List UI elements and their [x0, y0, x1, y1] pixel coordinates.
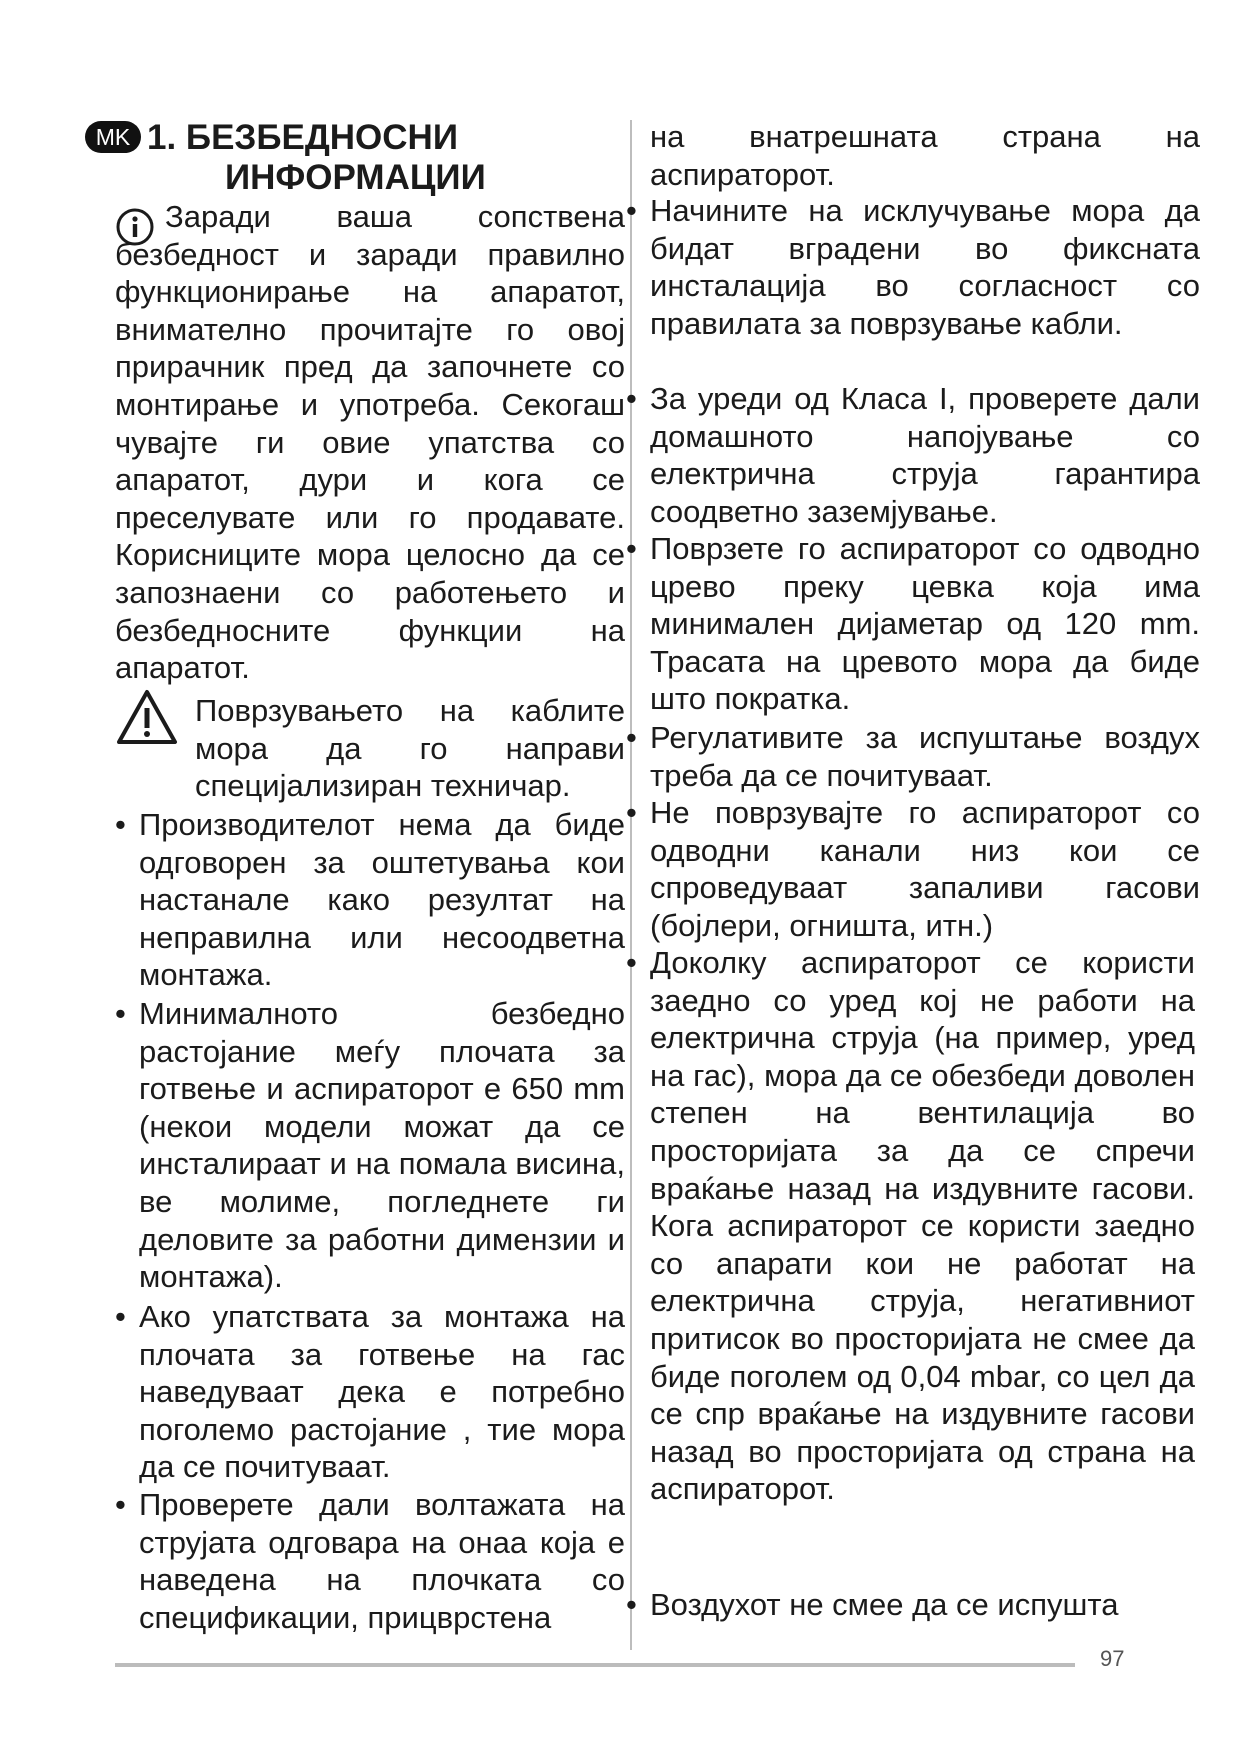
title-line-2: ИНФОРМАЦИИ — [225, 158, 486, 197]
title-line-1: 1. БЕЗБЕДНОСНИ — [147, 118, 458, 157]
list-item: • За уреди од Класа I, проверете дали домашното напојување со електрична струја гарантира соодветно заземјување. — [626, 381, 1200, 529]
warning-text: Поврзувањето на каблите мора да го направи специјализиран техничар. — [195, 693, 625, 804]
list-item: • Проверете дали волтажата на струјата одговара на онаа која е наведена на плочката со спецификации, прицврстена — [115, 1487, 625, 1635]
column-divider — [630, 120, 632, 1650]
continuation-text: на внатрешната страна на аспираторот. — [650, 119, 1200, 192]
section-title — [85, 118, 486, 198]
list-item: • Не поврзувајте го аспираторот со одводни канали низ кои се спроведуваат запаливи гасови (бојлери, огништа, итн.) — [626, 795, 1200, 943]
list-item: • Воздухот не смее да се испушта — [626, 1587, 1119, 1622]
intro-paragraph — [115, 198, 625, 687]
intro-text: Заради ваша сопствена безбедност и заради правилно функционирање на апаратот, внимателно прочитајте го овој прирачник пред да започнете со монтирање и употреба. Секогаш чувајте ги овие упатства со апаратот, дури и кога се преселувате или го продавате. Корисниците мора целосно да се запознаени со работењето и безбедносните функции на апаратот. — [115, 199, 625, 686]
warning-triangle-icon — [115, 688, 179, 746]
list-item: • Минималното безбедно растојание меѓу плочата за готвење и аспираторот е 650 mm (некои модели можат да се инсталираат и на помала висина, ве молиме, погледнете ги деловите за работни димензии и монтажа). — [115, 996, 625, 1295]
warning-paragraph — [195, 692, 625, 805]
list-item: • Начините на исклучување мора да бидат вградени во фиксната инсталација во согласност со правилата за поврзување кабли. — [626, 193, 1200, 341]
list-item: • Регулативите за испуштање воздух треба да се почитуваат. — [626, 720, 1200, 793]
footer-rule — [115, 1663, 1075, 1667]
page-number: 97 — [1100, 1646, 1125, 1671]
list-item: • Поврзете го аспираторот со одводно црево преку цевка која има минимален дијаметар од 120 mm. Трасата на цревото мора да биде што пократка. — [626, 531, 1200, 717]
list-item: • Доколку аспираторот се користи заедно со уред кој не работи на електрична струја (на пример, уред на гас), мора да се обезбеди доволен степен на вентилација во просторијата за да се спречи враќање назад на издувните гасови. Кога аспираторот се користи заедно со апарати кои не работат на електрична струја, негативниот притисок во просторијата не смее да биде поголем од 0,04 mbar, со цел да се спр враќање на издувните гасови назад во просторијата од страна на аспираторот. — [626, 945, 1195, 1507]
language-badge: MK — [85, 121, 141, 153]
list-item: • Ако упатствата за монтажа на плочата за готвење на гас наведуваат дека е потребно поголемо растојание , тие мора да се почитуваат. — [115, 1299, 625, 1485]
list-item: • Производителот нема да биде одговорен за оштетувања кои настанале како резултат на неправилна или несоодветна монтажа. — [115, 807, 625, 993]
